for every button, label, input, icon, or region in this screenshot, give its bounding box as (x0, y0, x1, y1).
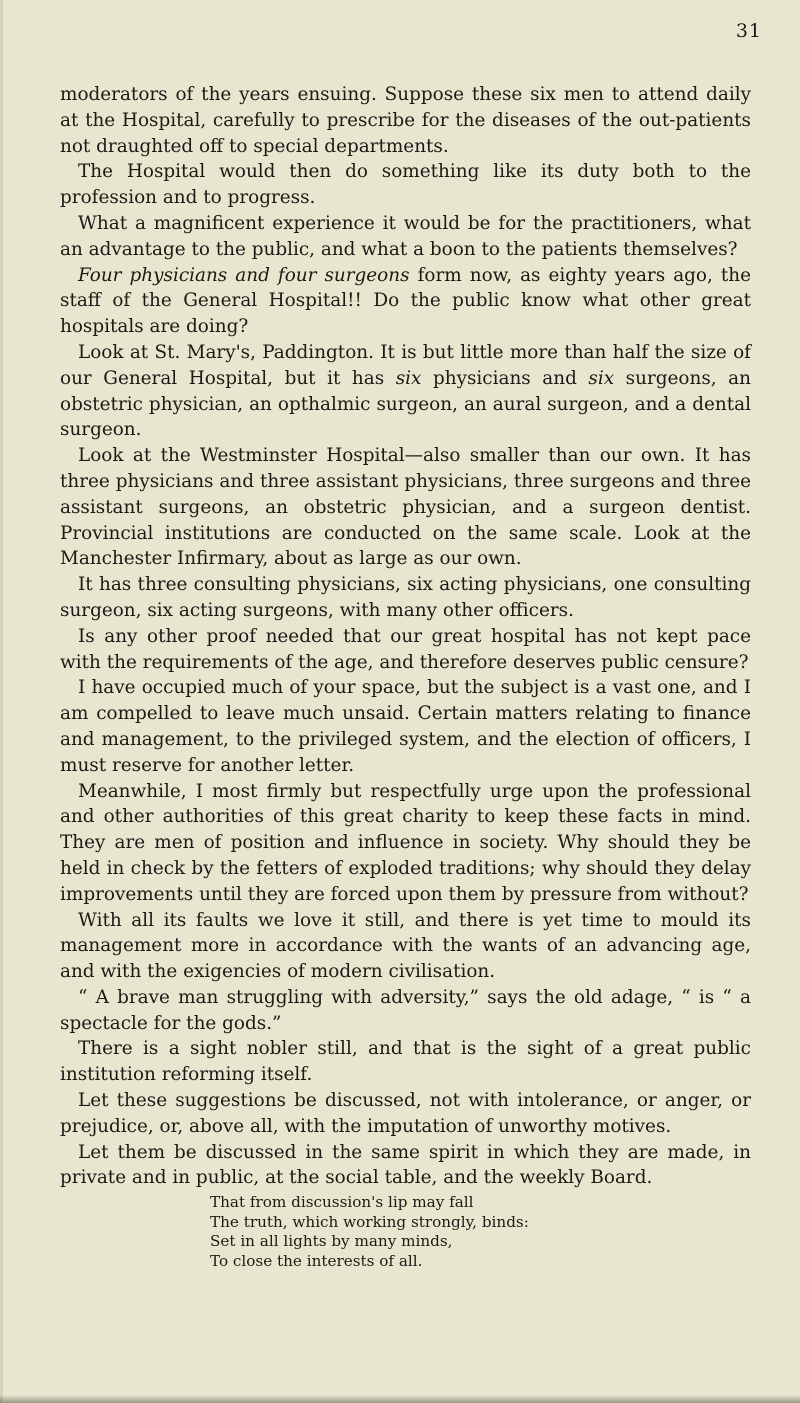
paragraph: “ A brave man struggling with adversity,” says the old adage, “ is “ a spectacle for the gods.” (60, 986, 751, 1034)
verse-line: The truth, which working strongly, binds: (210, 1212, 529, 1231)
paragraph: Meanwhile, I most firmly but respectfully urge upon the professional and other authorities of this great charity to keep these facts in mind. They are men of position and influence in society. Why should they be held in check by the fetters of exploded traditions; why should they delay improvements until they are forced upon them by pressure from without? (60, 780, 751, 905)
italic-phrase: Four physicians and four surgeons (78, 264, 410, 286)
paragraph-text: form now, as eighty years ago, the staff of the General Hospital!! Do the public know what other great hospitals are doing? (60, 264, 752, 338)
paragraph: Let these suggestions be discussed, not with intolerance, or anger, or prejudice, or, above all, with the imputation of unworthy motives. (60, 1090, 751, 1137)
verse-line: Set in all lights by many minds, (210, 1232, 453, 1251)
paragraph: With all its faults we love it still, and there is yet time to mould its management more in accordance with the wants of an advancing age, and with the exigencies of modern civilisation. (60, 909, 751, 983)
paragraph: I have occupied much of your space, but the subject is a vast one, and I am compelled to leave much unsaid. Certain matters relating to finance and management, to the privileged system, and the election of officers, I must reserve for another letter. (60, 677, 751, 776)
paragraph (60, 340, 751, 443)
italic-word: six (588, 367, 615, 389)
letter-body (60, 82, 751, 1271)
page-number: 31 (735, 20, 762, 42)
paragraph: It has three consulting physicians, six acting physicians, one consulting surgeon, six acting surgeons, with many other officers. (60, 574, 751, 621)
closing-verse (210, 1193, 751, 1271)
page-bottom-shadow (0, 1395, 800, 1403)
italic-word: six (395, 367, 422, 389)
paragraph (60, 263, 751, 340)
paragraph: Is any other proof needed that our great hospital has not kept pace with the requirements of the age, and therefore deserves public censure? (60, 625, 751, 673)
verse-line: That from discussion's lip may fall (210, 1193, 474, 1212)
paragraph: moderators of the years ensuing. Suppose these six men to attend daily at the Hospital, carefully to prescribe for the diseases of the out-patients not draughted off to special departments. (60, 84, 751, 157)
paragraph: There is a sight nobler still, and that is the sight of a great public institution reforming itself. (60, 1038, 751, 1086)
paragraph-text: physicians and (432, 367, 577, 389)
paragraph: The Hospital would then do something like its duty both to the profession and to progress. (60, 161, 751, 209)
paragraph-text: Look at St. Mary's, Paddington. It is but little more than half the size of our General Hospital, but it has (60, 341, 751, 389)
verse-line: To close the interests of all. (210, 1251, 423, 1270)
page-left-edge (0, 0, 3, 1403)
paragraph-text: surgeons, an obstetric physician, an opthalmic surgeon, an aural surgeon, and a dental surgeon. (60, 367, 751, 441)
paragraph: What a magnificent experience it would be for the practitioners, what an advantage to the public, and what a boon to the patients themselves? (60, 212, 751, 260)
paragraph: Let them be discussed in the same spirit in which they are made, in private and in public, at the social table, and the weekly Board. (60, 1141, 751, 1189)
paragraph: Look at the Westminster Hospital—also smaller than our own. It has three physicians and three assistant physicians, three surgeons and three assistant surgeons, an obstetric physician, and a surgeon dentist. Provincial institutions are conducted on the same scale. Look at the Manchester Infirmary, about as large as our own. (60, 445, 751, 570)
